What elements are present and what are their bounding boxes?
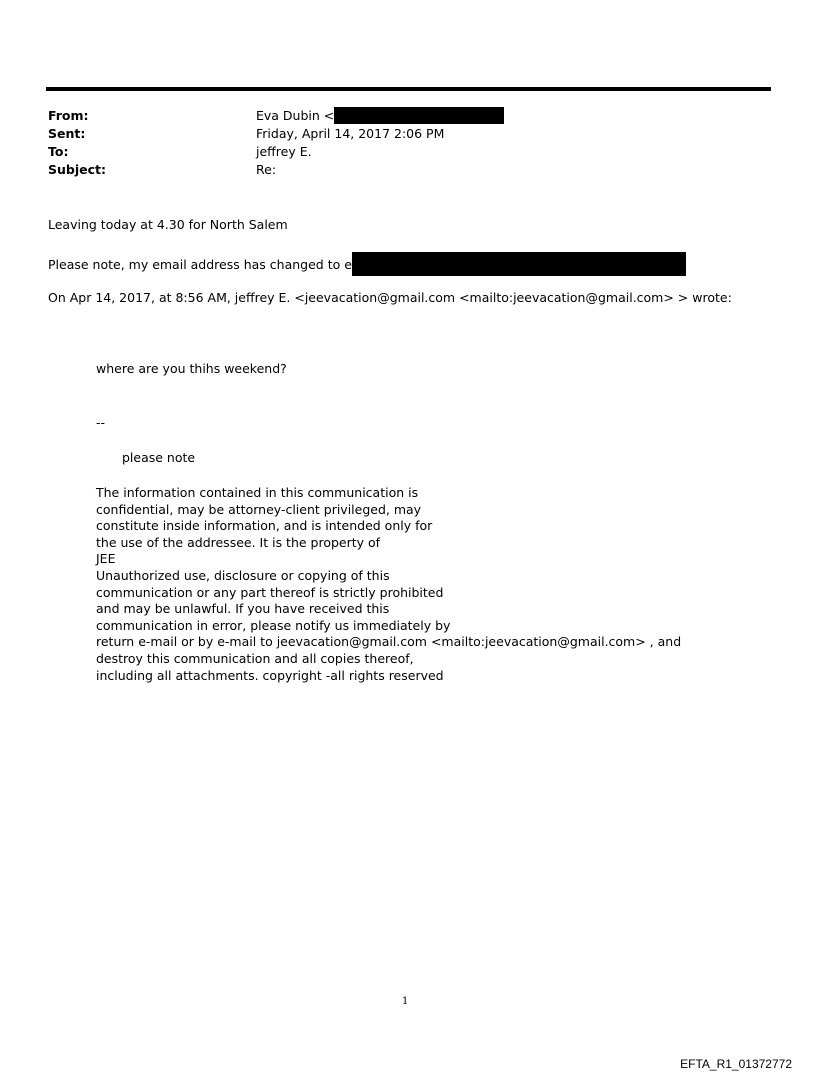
quoted-question: where are you thihs weekend? xyxy=(96,361,287,376)
disclaimer-line: and may be unlawful. If you have received this xyxy=(96,601,390,617)
disclaimer-line: the use of the addressee. It is the property of xyxy=(96,534,381,550)
body-line-leaving: Leaving today at 4.30 for North Salem xyxy=(48,217,288,232)
to-label: To: xyxy=(48,144,69,159)
signature-separator: -- xyxy=(96,415,106,430)
from-name: Eva Dubin < xyxy=(256,108,335,123)
disclaimer-line: communication or any part thereof is strictly prohibited xyxy=(96,584,444,600)
header-rule xyxy=(46,87,771,91)
to-value: jeffrey E. xyxy=(256,144,312,159)
quote-attribution: On Apr 14, 2017, at 8:56 AM, jeffrey E. <jeevacation@gmail.com <mailto:jeevacation@gmail.com> > wrote: xyxy=(48,290,732,305)
email-changed-text: Please note, my email address has changed to e xyxy=(48,257,352,272)
redaction-box xyxy=(334,107,504,124)
disclaimer-line: including all attachments. copyright -all rights reserved xyxy=(96,667,444,683)
subject-value: Re: xyxy=(256,162,277,177)
body-line-email-changed xyxy=(48,252,686,276)
redaction-box xyxy=(352,252,686,276)
disclaimer-line: JEE xyxy=(96,551,116,567)
disclaimer-line: constitute inside information, and is intended only for xyxy=(96,518,433,534)
disclaimer xyxy=(96,485,681,684)
disclaimer-line: Unauthorized use, disclosure or copying of this xyxy=(96,567,390,583)
from-value xyxy=(256,107,504,125)
from-label: From: xyxy=(48,108,89,123)
page-number: 1 xyxy=(402,996,409,1007)
disclaimer-line: communication in error, please notify us immediately by xyxy=(96,617,451,633)
sent-label: Sent: xyxy=(48,126,86,141)
disclaimer-line: return e-mail or by e-mail to jeevacation@gmail.com <mailto:jeevacation@gmail.com> , and xyxy=(96,634,682,650)
disclaimer-line: destroy this communication and all copies thereof, xyxy=(96,650,414,666)
sent-value: Friday, April 14, 2017 2:06 PM xyxy=(256,126,445,141)
bates-number: EFTA_R1_01372772 xyxy=(680,1057,792,1071)
subject-label: Subject: xyxy=(48,162,106,177)
disclaimer-line: confidential, may be attorney-client privileged, may xyxy=(96,501,422,517)
please-note: please note xyxy=(122,450,196,465)
disclaimer-line: The information contained in this communication is xyxy=(96,485,419,500)
